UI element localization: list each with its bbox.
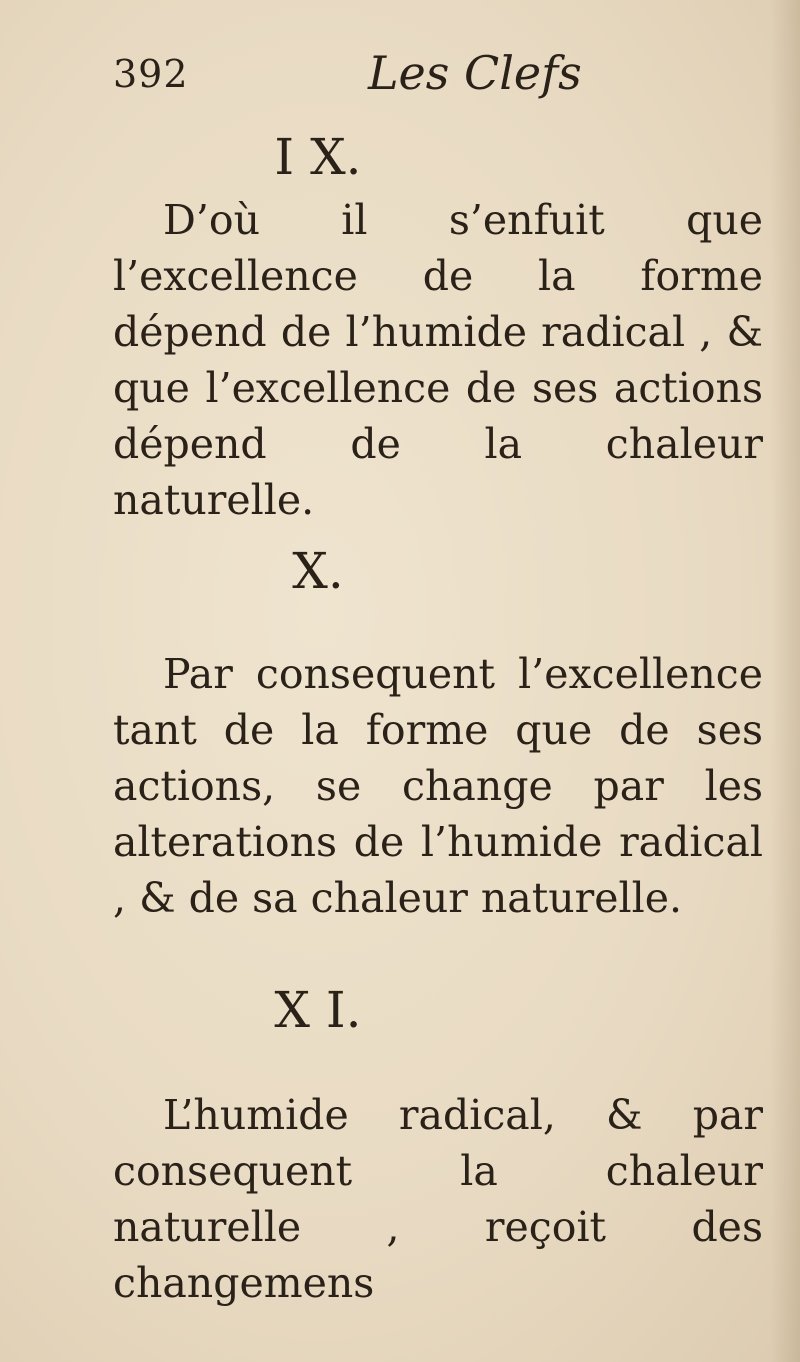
running-title: Les Clefs [368,46,582,100]
section-11 [113,975,763,1311]
page-edge-shadow [770,0,800,1362]
section-paragraph: L’humide radical, & par consequent la chaleur naturelle , reçoit des changemens [113,1091,763,1307]
section-numeral: X I. [274,981,362,1039]
page-number: 392 [113,52,189,96]
section-numeral: X. [292,542,344,600]
page-header [0,38,800,108]
section-numeral: I X. [274,128,362,186]
section-9 [113,122,763,528]
section-paragraph: D’où il s’enfuit que l’excellence de la forme dépend de l’humide radical , & que l’excellence de ses actions dépend de la chaleur naturelle. [113,196,763,524]
section-10 [113,536,763,926]
section-paragraph: Par consequent l’excellence tant de la forme que de ses actions, se change par les alterations de l’humide radical , & de sa chaleur naturelle. [113,650,763,922]
